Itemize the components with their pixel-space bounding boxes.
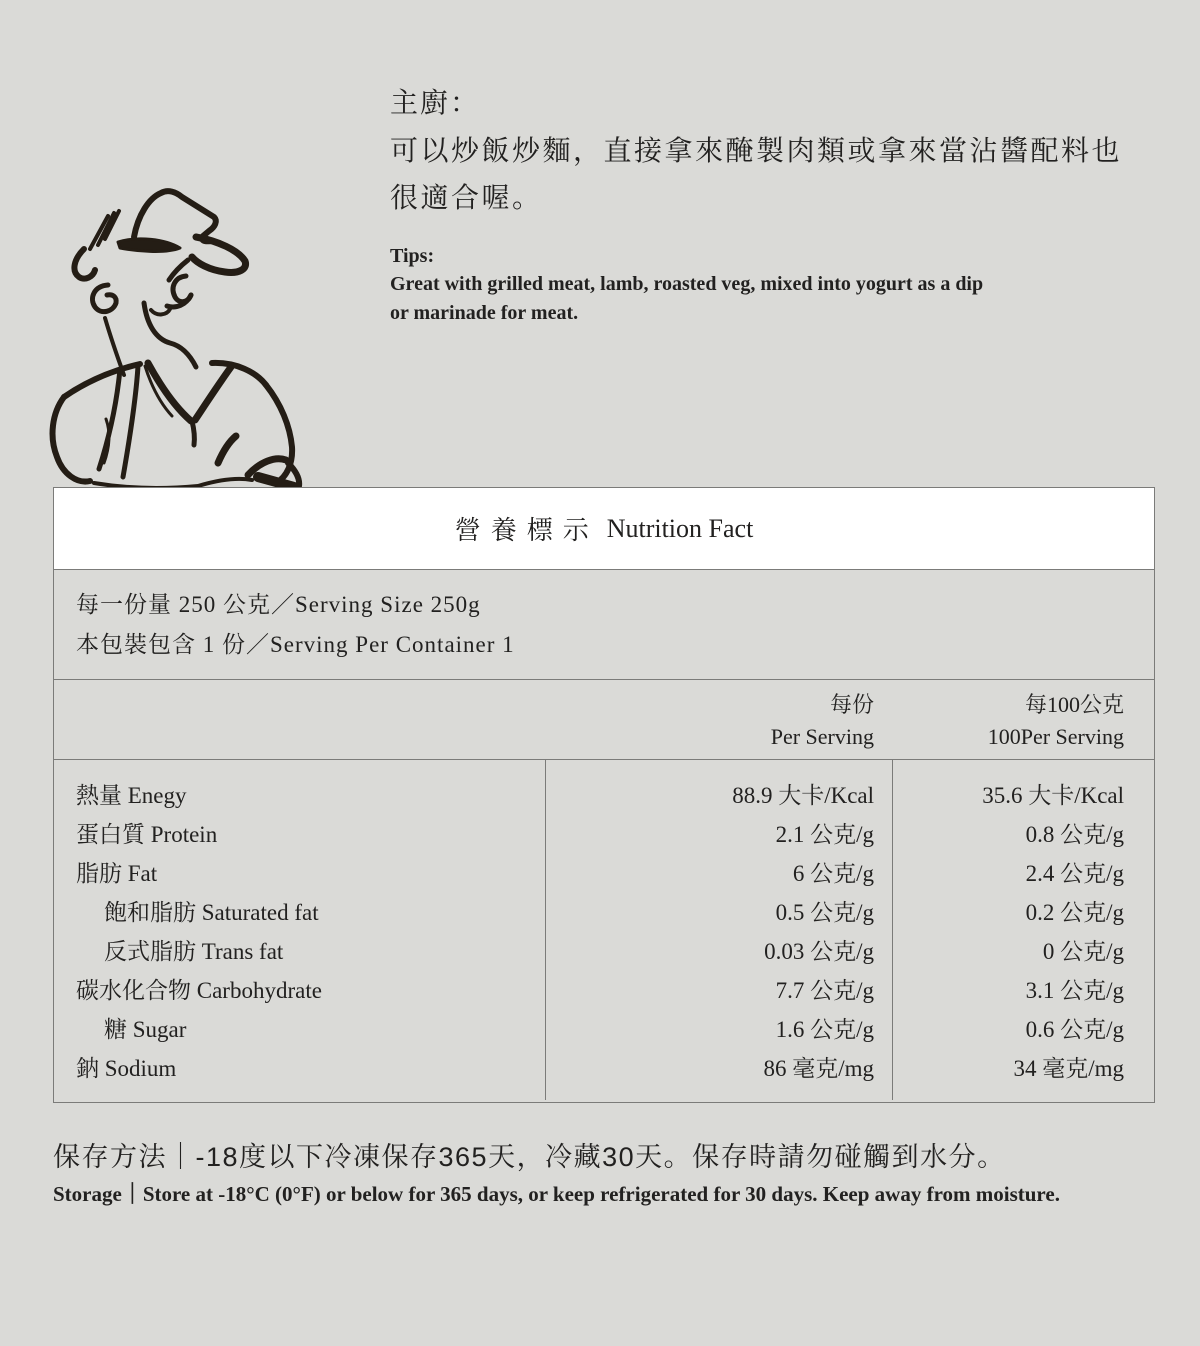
per-serving-column	[545, 760, 892, 1100]
per-serving-energy: 88.9 大卡/Kcal	[732, 783, 874, 808]
per-serving-sodium: 86 毫克/mg	[763, 1056, 874, 1081]
nutrient-label-sugar: 糖 Sugar	[104, 1017, 187, 1042]
nutrient-label-sodium: 鈉 Sodium	[76, 1056, 177, 1081]
column-header-per-serving	[545, 689, 892, 759]
per-100g-fat: 2.4 公克/g	[1025, 861, 1124, 886]
nutrition-table-title	[54, 488, 1154, 570]
storage-instructions	[53, 1139, 1153, 1209]
per-100g-carbohydrate: 3.1 公克/g	[1025, 978, 1124, 1003]
chef-note-text: 可以炒飯炒麵，直接拿來醃製肉類或拿來當沾醬配料也很適合喔。	[390, 135, 1123, 213]
per-serving-fat: 6 公克/g	[792, 861, 874, 886]
serving-size-line: 每一份量 250 公克／Serving Size 250g	[76, 592, 481, 617]
nutrient-label-protein: 蛋白質 Protein	[76, 822, 218, 847]
tips-block	[390, 243, 1070, 328]
per-100g-column	[892, 760, 1154, 1100]
chef-illustration-icon	[48, 183, 358, 487]
tips-line1: Great with grilled meat, lamb, roasted veg, mixed into yogurt as a dip	[390, 273, 984, 295]
nutrient-label-fat: 脂肪 Fat	[76, 861, 158, 886]
serving-info	[54, 570, 1154, 680]
storage-line-zh: 保存方法｜-18度以下冷凍保存365天，冷藏30天。保存時請勿碰觸到水分。	[53, 1142, 1006, 1172]
chef-note	[390, 82, 1140, 221]
col-per-serving-en: Per Serving	[770, 724, 874, 749]
nutrient-label-saturated: 飽和脂肪 Saturated fat	[104, 900, 319, 925]
nutrient-label-energy: 熱量 Enegy	[76, 783, 187, 808]
nutrition-title-en: Nutrition Fact	[606, 513, 754, 543]
column-header-per-100g	[892, 689, 1154, 759]
nutrient-label-carbohydrate: 碳水化合物 Carbohydrate	[76, 978, 322, 1003]
nutrition-body	[54, 760, 1154, 1100]
nutrition-facts-table	[53, 487, 1155, 1103]
per-100g-transfat: 0 公克/g	[1042, 939, 1124, 964]
serving-per-container-line: 本包裝包含 1 份／Serving Per Container 1	[76, 632, 515, 657]
per-100g-energy: 35.6 大卡/Kcal	[982, 783, 1124, 808]
tips-label: Tips:	[390, 245, 435, 267]
column-header-spacer	[54, 689, 545, 759]
per-100g-saturated: 0.2 公克/g	[1025, 900, 1124, 925]
nutrient-label-transfat: 反式脂肪 Trans fat	[104, 939, 284, 964]
per-serving-carbohydrate: 7.7 公克/g	[775, 978, 874, 1003]
col-per-serving-zh: 每份	[829, 692, 874, 717]
nutrition-title-zh: 營養標示	[454, 516, 599, 545]
tips-line2: or marinade for meat.	[390, 302, 579, 324]
per-serving-protein: 2.1 公克/g	[775, 822, 874, 847]
per-serving-sugar: 1.6 公克/g	[775, 1017, 874, 1042]
per-100g-sugar: 0.6 公克/g	[1025, 1017, 1124, 1042]
per-serving-saturated: 0.5 公克/g	[775, 900, 874, 925]
per-serving-transfat: 0.03 公克/g	[764, 939, 874, 964]
col-per-100g-en: 100Per Serving	[987, 724, 1124, 749]
tips-text	[390, 270, 1070, 328]
col-per-100g-zh: 每100公克	[1024, 692, 1124, 717]
chef-note-label: 主廚：	[390, 87, 481, 118]
per-100g-protein: 0.8 公克/g	[1025, 822, 1124, 847]
column-headers	[54, 680, 1154, 760]
storage-line-en: Storage｜Store at -18°C (0°F) or below for 365 days, or keep refrigerated for 30 days. Keep away from moisture.	[53, 1182, 1060, 1206]
per-100g-sodium: 34 毫克/mg	[1013, 1056, 1124, 1081]
nutrient-label-column	[54, 760, 545, 1100]
